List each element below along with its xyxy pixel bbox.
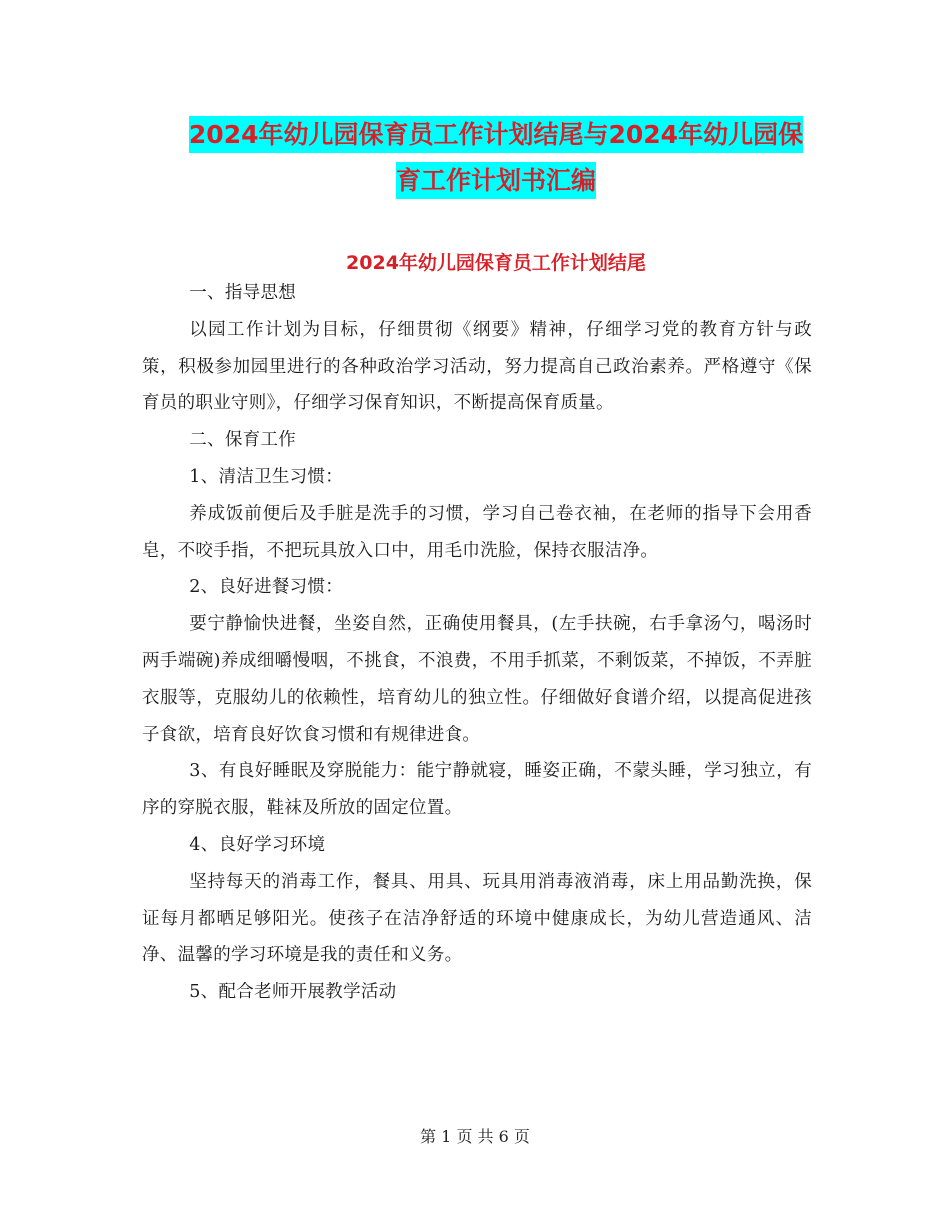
section-title: 2024年幼儿园保育员工作计划结尾 [346,252,646,274]
heading-guiding-thought: 一、指导思想 [189,283,297,303]
heading-hygiene: 1、清洁卫生习惯： [189,466,344,487]
document-body [142,275,812,1011]
heading-care-work: 二、保育工作 [189,430,297,451]
heading-environment: 4、良好学习环境 [189,834,326,855]
paragraph: 坚持每天的消毒工作，餐具、用具、玩具用消毒液消毒，床上用品勤洗换，保证每月都晒足够阳光。使孩子在洁净舒适的环境中健康成长，为幼儿营造通风、洁净、温馨的学习环境是我的责任和义务。 [142,871,812,966]
document-title [140,112,852,204]
paragraph: 要宁静愉快进餐，坐姿自然，正确使用餐具，(左手扶碗，右手拿汤勺，喝汤时两手端碗)养成细嚼慢咽，不挑食，不浪费，不用手抓菜，不剩饭菜，不掉饭，不弄脏衣服等，克服幼儿的依赖性，培育幼儿的独立性。仔细做好食谱介绍，以提高促进孩子食欲，培育良好饮食习惯和有规律进食。 [142,614,812,745]
heading-dining: 2、良好进餐习惯： [189,577,344,598]
document-title-line-1: 2024年幼儿园保育员工作计划结尾与2024年幼儿园保 [189,116,803,153]
paragraph: 以园工作计划为目标，仔细贯彻《纲要》精神，仔细学习党的教育方针与政策，积极参加园里进行的各种政治学习活动，努力提高自己政治素养。严格遵守《保育员的职业守则》，仔细学习保育知识，不断提高保育质量。 [142,319,812,414]
paragraph: 养成饭前便后及手脏是洗手的习惯，学习自己卷衣袖，在老师的指导下会用香皂，不咬手指，不把玩具放入口中，用毛巾洗脸，保持衣服洁净。 [142,503,812,561]
heading-teaching-support: 5、配合老师开展教学活动 [189,982,397,1003]
document-title-line-2: 育工作计划书汇编 [396,162,596,199]
paragraph: 3、有良好睡眠及穿脱能力：能宁静就寝，睡姿正确，不蒙头睡，学习独立，有序的穿脱衣服，鞋袜及所放的固定位置。 [142,761,812,819]
page-footer: 第 1 页 共 6 页 [420,1127,530,1146]
